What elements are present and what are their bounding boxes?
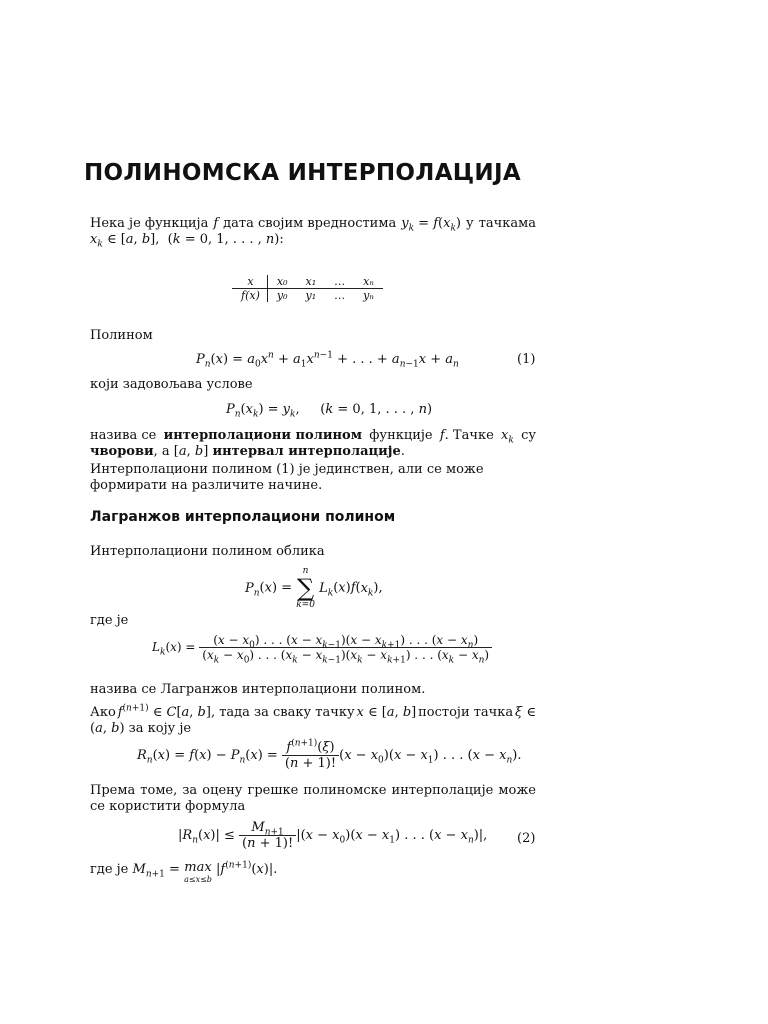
values-table <box>232 275 383 302</box>
table-cell: … <box>325 275 354 289</box>
table-cell: y₀ <box>276 289 288 302</box>
koji-text: који задовољава услове <box>90 377 253 392</box>
naziva-lagr-text: назива се Лагранжов интерполациони полином. <box>90 682 426 697</box>
equation-number: (2) <box>517 831 536 846</box>
oblika-text: Интерполациони полином облика <box>90 544 325 559</box>
table-cell: f(x) <box>232 289 267 303</box>
table-cell: y₁ <box>305 289 317 302</box>
polinom-word: Полином <box>90 328 153 343</box>
equation-2: $|R_n(x)|$ ≤ $\frac{M_{n+1}}{(n + 1)!}$ $|(x - x_0)(x - x_1)$ . . . $(x - x_n)|$, <box>178 820 488 851</box>
table-cell: x₁ <box>296 275 325 289</box>
table-cell: x <box>232 275 267 289</box>
table-cell: … <box>334 289 346 302</box>
equation-conditions: $P_n(x_k) = y_k$, (k = 0, 1, . . . , n) <box>226 402 433 420</box>
unique-paragraph: Интерполациони полином (1) је јединствен, али се може формирати на различите начине. <box>90 462 484 493</box>
equation-number: (1) <box>517 352 536 367</box>
equation-remainder: $R_n(x) = f(x) - P_n(x)$ = $\frac{f^{(n+1)}(\xi)}{(n + 1)!}$ $(x - x_0)(x - x_1)$ . . . $(x - x_n)$. <box>137 738 522 771</box>
m-definition: где је $M_{n+1} = \max$ a≤x≤b $|f^{(n+1)}(x)|$. <box>90 860 278 884</box>
ako-paragraph: Ако $f^{(n+1)}$ ∈ C[a, b], тада за сваку тачку x ∈ [a, b] постоји тачка ξ ∈ (a, b) за коју је <box>90 703 536 736</box>
table-cell: yₙ <box>363 289 374 302</box>
naziva-paragraph: назива се интерполациони полином функције f. Тачке $x_k$ су чворови, а [a, b] интервал интерполације. <box>90 428 536 459</box>
prema-paragraph: Према томе, за оцену грешке полиномске интерполације може се користити формула <box>90 783 536 814</box>
equation-1: $P_n(x) = a_0x^n + a_1x^{n-1}$ + . . . + $a_{n-1}x + a_n$ <box>196 350 459 370</box>
intro-paragraph: Нека је функција f дата својим вредностима $y_k = f(x_k)$ у тачкама $x_k$ ∈ [a, b], (k = 0, 1, . . . , n): <box>90 216 536 250</box>
table-cell: x₀ <box>267 275 296 289</box>
page-title: ПОЛИНОМСКА ИНТЕРПОЛАЦИЈА <box>84 160 521 186</box>
table-cell: xₙ <box>354 275 383 289</box>
equation-lagrange: $L_k(x)$ = $\frac{(x - x_0) . . . (x - x_{k-1})(x - x_{k+1}) . . . (x - x_n)}{(x_k - x_0) . . . (x_k - x_{k-1})(x_k - x_{k+1}) . . . (x_k - x_n)}$ <box>152 633 492 662</box>
section-heading: Лагранжов интерполациони полином <box>90 509 396 525</box>
gde-text: где је <box>90 613 129 628</box>
equation-sum: $P_n(x)$ = n ∑ k=0 $L_k(x)f(x_k)$, <box>245 566 383 610</box>
